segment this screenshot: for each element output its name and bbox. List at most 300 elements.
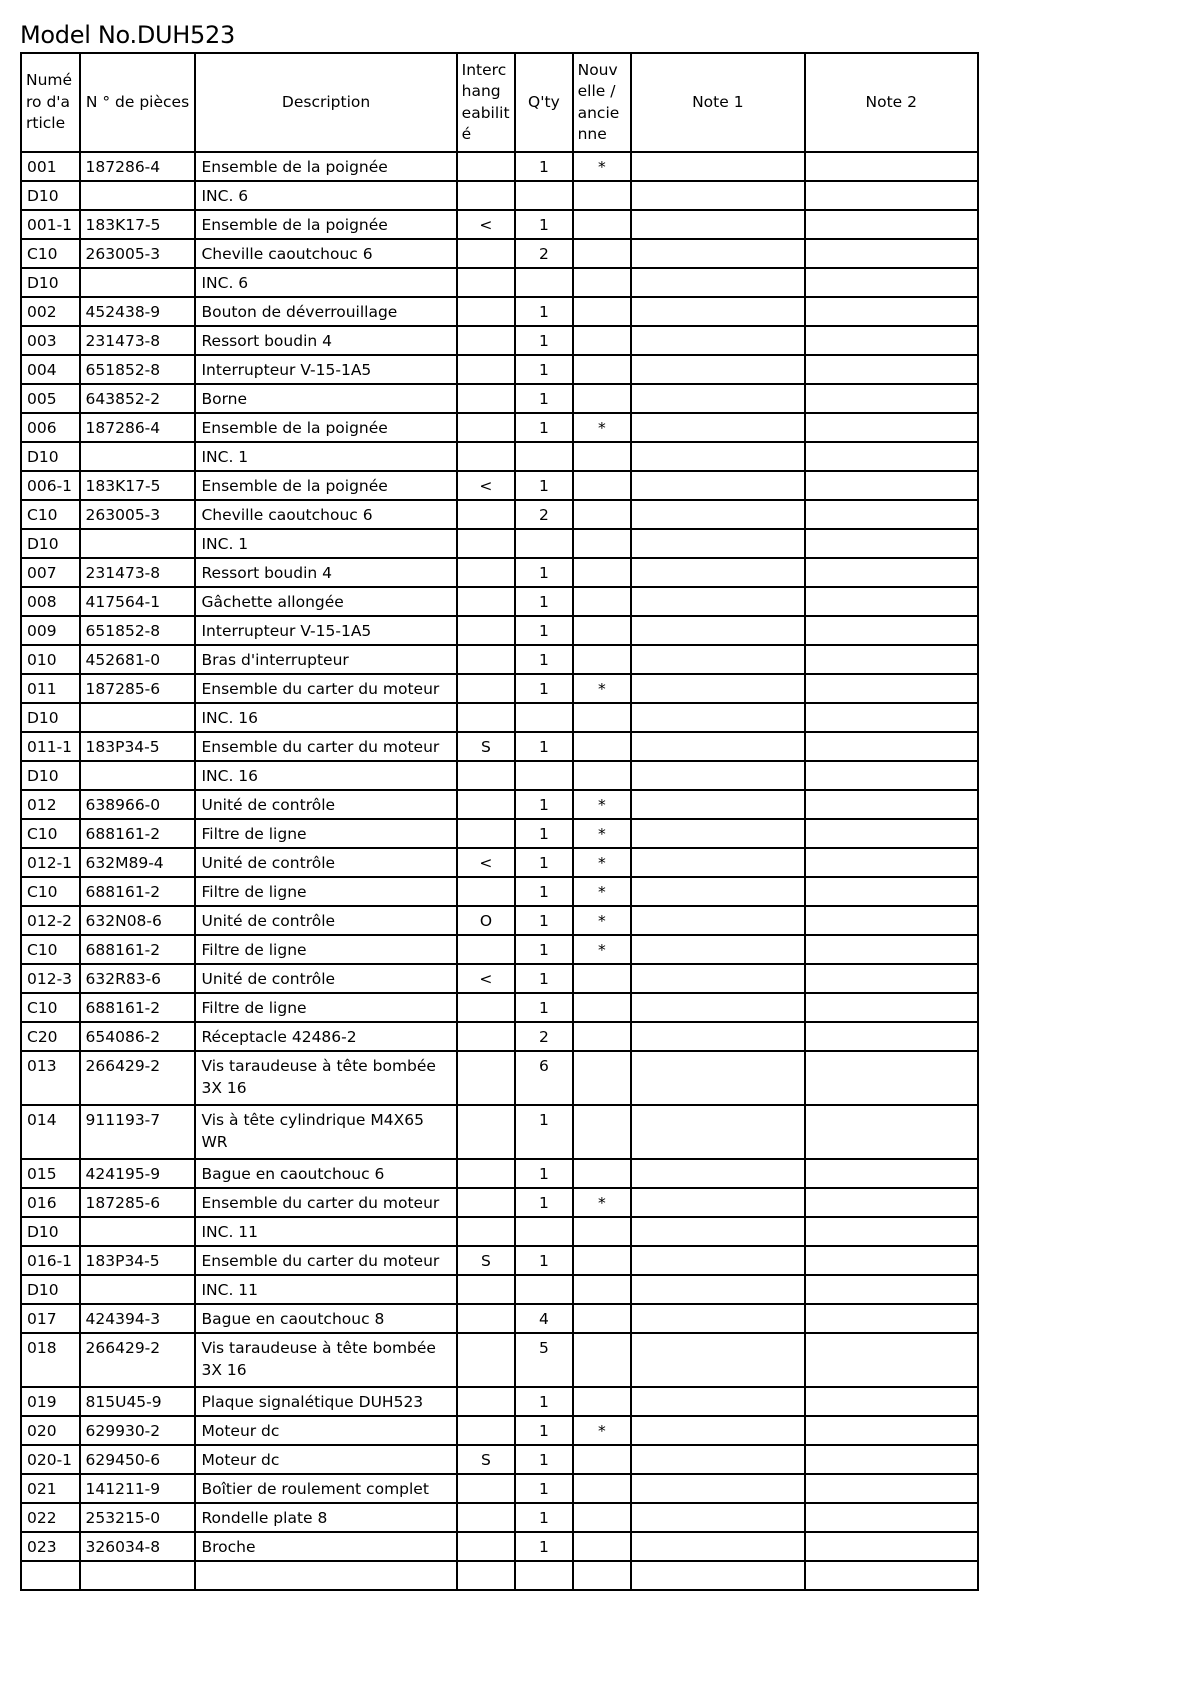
table-row [21, 384, 978, 413]
cell-part-number: 632M89-4 [80, 848, 196, 877]
cell-description: Bague en caoutchouc 8 [195, 1304, 456, 1333]
cell-description: INC. 16 [195, 703, 456, 732]
cell-note-2 [805, 964, 978, 993]
cell-note-2 [805, 819, 978, 848]
cell-note-1 [631, 703, 804, 732]
cell-quantity: 1 [515, 906, 572, 935]
cell-note-2 [805, 1474, 978, 1503]
cell-description: Bouton de déverrouillage [195, 297, 456, 326]
cell-new-old: * [573, 1416, 632, 1445]
cell-description: Plaque signalétique DUH523 [195, 1387, 456, 1416]
cell-new-old [573, 616, 632, 645]
table-row [21, 790, 978, 819]
cell-article-number: 006-1 [21, 471, 80, 500]
cell-note-2 [805, 1188, 978, 1217]
table-row [21, 1246, 978, 1275]
cell-note-2 [805, 1416, 978, 1445]
cell-note-2 [805, 558, 978, 587]
cell-interchangeability [457, 674, 516, 703]
cell-new-old: * [573, 848, 632, 877]
cell-interchangeability [457, 442, 516, 471]
cell-interchangeability [457, 587, 516, 616]
cell-note-2 [805, 1022, 978, 1051]
cell-quantity: 1 [515, 1532, 572, 1561]
cell-interchangeability [457, 297, 516, 326]
cell-new-old: * [573, 906, 632, 935]
cell-article-number: D10 [21, 181, 80, 210]
cell-description: INC. 16 [195, 761, 456, 790]
cell-part-number [80, 761, 196, 790]
table-row [21, 210, 978, 239]
cell-note-1 [631, 181, 804, 210]
cell-new-old [573, 558, 632, 587]
table-row [21, 1217, 978, 1246]
cell-article-number: 020-1 [21, 1445, 80, 1474]
cell-note-1 [631, 152, 804, 181]
cell-quantity: 1 [515, 790, 572, 819]
cell-interchangeability [457, 761, 516, 790]
cell-description: INC. 11 [195, 1217, 456, 1246]
table-row [21, 1105, 978, 1159]
cell-note-1 [631, 993, 804, 1022]
cell-part-number: 187285-6 [80, 1188, 196, 1217]
cell-interchangeability [457, 1275, 516, 1304]
cell-note-2 [805, 1217, 978, 1246]
cell-quantity: 1 [515, 645, 572, 674]
cell-article-number: 008 [21, 587, 80, 616]
cell-description: Filtre de ligne [195, 935, 456, 964]
page-title: Model No.DUH523 [20, 21, 235, 49]
table-row [21, 877, 978, 906]
cell-description: Filtre de ligne [195, 819, 456, 848]
table-row [21, 935, 978, 964]
cell-note-1 [631, 645, 804, 674]
cell-article-number: 012-2 [21, 906, 80, 935]
cell-description: Unité de contrôle [195, 790, 456, 819]
cell-interchangeability [457, 1474, 516, 1503]
cell-new-old [573, 587, 632, 616]
cell-article-number: 019 [21, 1387, 80, 1416]
cell-quantity: 2 [515, 500, 572, 529]
header-interchangeability: Interc hang eabilit é [457, 53, 516, 152]
table-row [21, 906, 978, 935]
cell-note-1 [631, 848, 804, 877]
cell-quantity [515, 761, 572, 790]
cell-part-number: 183K17-5 [80, 210, 196, 239]
cell-article-number: 004 [21, 355, 80, 384]
cell-interchangeability [457, 529, 516, 558]
cell-new-old [573, 1474, 632, 1503]
table-row [21, 1275, 978, 1304]
table-row [21, 1561, 978, 1590]
cell-quantity: 1 [515, 1474, 572, 1503]
cell-description: Vis taraudeuse à tête bombée 3X 16 [195, 1051, 456, 1105]
table-row [21, 674, 978, 703]
cell-interchangeability [457, 877, 516, 906]
cell-note-2 [805, 935, 978, 964]
cell-new-old [573, 964, 632, 993]
cell-interchangeability [457, 1503, 516, 1532]
cell-quantity: 1 [515, 1503, 572, 1532]
cell-article-number: D10 [21, 529, 80, 558]
cell-interchangeability [457, 1051, 516, 1105]
cell-new-old [573, 732, 632, 761]
cell-note-1 [631, 877, 804, 906]
table-row [21, 1333, 978, 1387]
cell-note-1 [631, 1159, 804, 1188]
cell-article-number: 023 [21, 1532, 80, 1561]
cell-description: Moteur dc [195, 1416, 456, 1445]
cell-article-number: 012-1 [21, 848, 80, 877]
cell-new-old [573, 1561, 632, 1590]
cell-interchangeability [457, 326, 516, 355]
table-row [21, 732, 978, 761]
cell-interchangeability [457, 1159, 516, 1188]
cell-interchangeability: O [457, 906, 516, 935]
cell-description: Ensemble de la poignée [195, 210, 456, 239]
cell-note-2 [805, 1532, 978, 1561]
cell-description: INC. 11 [195, 1275, 456, 1304]
cell-article-number [21, 1561, 80, 1590]
cell-interchangeability [457, 790, 516, 819]
cell-article-number: 012-3 [21, 964, 80, 993]
cell-note-1 [631, 1022, 804, 1051]
cell-note-1 [631, 964, 804, 993]
cell-quantity [515, 442, 572, 471]
cell-article-number: 016-1 [21, 1246, 80, 1275]
cell-part-number: 643852-2 [80, 384, 196, 413]
cell-interchangeability [457, 1333, 516, 1387]
cell-description: INC. 6 [195, 268, 456, 297]
cell-description: Ensemble de la poignée [195, 413, 456, 442]
header-part-number: N ° de pièces [80, 53, 196, 152]
cell-article-number: 013 [21, 1051, 80, 1105]
cell-quantity: 1 [515, 1246, 572, 1275]
cell-description: Rondelle plate 8 [195, 1503, 456, 1532]
cell-note-1 [631, 587, 804, 616]
cell-article-number: 003 [21, 326, 80, 355]
cell-article-number: 014 [21, 1105, 80, 1159]
cell-note-2 [805, 616, 978, 645]
cell-part-number: 688161-2 [80, 819, 196, 848]
cell-note-1 [631, 210, 804, 239]
cell-quantity: 1 [515, 732, 572, 761]
table-row [21, 1304, 978, 1333]
cell-note-2 [805, 210, 978, 239]
cell-note-2 [805, 848, 978, 877]
cell-quantity: 1 [515, 964, 572, 993]
cell-article-number: 005 [21, 384, 80, 413]
cell-article-number: D10 [21, 1275, 80, 1304]
cell-part-number: 141211-9 [80, 1474, 196, 1503]
header-article-number: Numé ro d'a rticle [21, 53, 80, 152]
cell-description: Bague en caoutchouc 6 [195, 1159, 456, 1188]
cell-interchangeability [457, 355, 516, 384]
cell-note-2 [805, 732, 978, 761]
cell-article-number: 017 [21, 1304, 80, 1333]
cell-new-old [573, 703, 632, 732]
header-note-2: Note 2 [805, 53, 978, 152]
cell-interchangeability [457, 1022, 516, 1051]
cell-interchangeability [457, 268, 516, 297]
cell-note-2 [805, 790, 978, 819]
cell-description: Interrupteur V-15-1A5 [195, 616, 456, 645]
cell-part-number: 632R83-6 [80, 964, 196, 993]
cell-part-number: 629930-2 [80, 1416, 196, 1445]
cell-article-number: 020 [21, 1416, 80, 1445]
cell-interchangeability [457, 152, 516, 181]
cell-article-number: 022 [21, 1503, 80, 1532]
cell-note-2 [805, 471, 978, 500]
cell-note-1 [631, 384, 804, 413]
cell-note-1 [631, 1304, 804, 1333]
cell-quantity [515, 181, 572, 210]
cell-note-2 [805, 1246, 978, 1275]
cell-article-number: C10 [21, 500, 80, 529]
table-row [21, 1416, 978, 1445]
cell-description: Interrupteur V-15-1A5 [195, 355, 456, 384]
cell-new-old: * [573, 674, 632, 703]
cell-quantity: 1 [515, 413, 572, 442]
cell-part-number: 263005-3 [80, 500, 196, 529]
cell-interchangeability [457, 384, 516, 413]
cell-part-number: 452681-0 [80, 645, 196, 674]
cell-article-number: D10 [21, 268, 80, 297]
cell-quantity: 1 [515, 877, 572, 906]
cell-new-old [573, 1022, 632, 1051]
cell-description: Réceptacle 42486-2 [195, 1022, 456, 1051]
cell-description: Ensemble du carter du moteur [195, 732, 456, 761]
cell-note-1 [631, 1275, 804, 1304]
cell-description: INC. 1 [195, 442, 456, 471]
cell-quantity: 1 [515, 674, 572, 703]
cell-part-number: 266429-2 [80, 1333, 196, 1387]
cell-quantity: 1 [515, 1445, 572, 1474]
cell-new-old [573, 1503, 632, 1532]
cell-part-number [80, 703, 196, 732]
cell-note-2 [805, 587, 978, 616]
cell-new-old [573, 442, 632, 471]
cell-article-number: 010 [21, 645, 80, 674]
cell-note-1 [631, 297, 804, 326]
cell-note-1 [631, 1188, 804, 1217]
cell-note-2 [805, 645, 978, 674]
cell-note-2 [805, 877, 978, 906]
cell-note-2 [805, 500, 978, 529]
cell-new-old [573, 471, 632, 500]
cell-new-old [573, 761, 632, 790]
table-row [21, 1022, 978, 1051]
cell-note-1 [631, 442, 804, 471]
cell-part-number: 183K17-5 [80, 471, 196, 500]
cell-description: Boîtier de roulement complet [195, 1474, 456, 1503]
cell-note-1 [631, 239, 804, 268]
cell-interchangeability [457, 645, 516, 674]
cell-article-number: 006 [21, 413, 80, 442]
cell-quantity: 1 [515, 558, 572, 587]
cell-quantity: 4 [515, 1304, 572, 1333]
cell-note-1 [631, 1217, 804, 1246]
cell-note-2 [805, 152, 978, 181]
cell-part-number: 638966-0 [80, 790, 196, 819]
cell-quantity [515, 268, 572, 297]
cell-new-old: * [573, 877, 632, 906]
cell-quantity: 1 [515, 1416, 572, 1445]
cell-article-number: 015 [21, 1159, 80, 1188]
cell-note-2 [805, 674, 978, 703]
cell-description: Ensemble du carter du moteur [195, 1188, 456, 1217]
cell-note-1 [631, 1051, 804, 1105]
cell-new-old [573, 1275, 632, 1304]
table-row [21, 297, 978, 326]
cell-description: Broche [195, 1532, 456, 1561]
cell-interchangeability [457, 1217, 516, 1246]
cell-article-number: C20 [21, 1022, 80, 1051]
cell-part-number: 688161-2 [80, 935, 196, 964]
cell-note-2 [805, 1275, 978, 1304]
cell-part-number: 632N08-6 [80, 906, 196, 935]
cell-note-1 [631, 326, 804, 355]
cell-article-number: C10 [21, 819, 80, 848]
cell-new-old [573, 355, 632, 384]
cell-note-2 [805, 1105, 978, 1159]
cell-interchangeability [457, 1532, 516, 1561]
cell-interchangeability: < [457, 848, 516, 877]
cell-article-number: 001-1 [21, 210, 80, 239]
cell-note-2 [805, 761, 978, 790]
cell-interchangeability [457, 1416, 516, 1445]
cell-article-number: 012 [21, 790, 80, 819]
cell-new-old [573, 1105, 632, 1159]
table-row [21, 239, 978, 268]
cell-description: Borne [195, 384, 456, 413]
cell-description: Moteur dc [195, 1445, 456, 1474]
table-row [21, 993, 978, 1022]
cell-interchangeability [457, 239, 516, 268]
cell-interchangeability [457, 616, 516, 645]
cell-quantity: 6 [515, 1051, 572, 1105]
cell-interchangeability [457, 703, 516, 732]
cell-quantity: 1 [515, 848, 572, 877]
header-note-1: Note 1 [631, 53, 804, 152]
cell-part-number [80, 181, 196, 210]
cell-quantity [515, 1217, 572, 1246]
cell-description [195, 1561, 456, 1590]
cell-note-1 [631, 1246, 804, 1275]
cell-quantity: 1 [515, 993, 572, 1022]
cell-article-number: 011-1 [21, 732, 80, 761]
cell-note-2 [805, 442, 978, 471]
cell-new-old [573, 1333, 632, 1387]
cell-new-old [573, 1051, 632, 1105]
table-row [21, 848, 978, 877]
cell-part-number: 651852-8 [80, 355, 196, 384]
cell-part-number: 815U45-9 [80, 1387, 196, 1416]
header-description: Description [195, 53, 456, 152]
cell-part-number: 688161-2 [80, 993, 196, 1022]
header-new-old: Nouv elle / ancie nne [573, 53, 632, 152]
cell-note-2 [805, 1051, 978, 1105]
cell-new-old [573, 500, 632, 529]
table-row [21, 355, 978, 384]
cell-note-2 [805, 529, 978, 558]
cell-note-1 [631, 529, 804, 558]
cell-quantity: 1 [515, 297, 572, 326]
cell-new-old [573, 210, 632, 239]
table-row [21, 500, 978, 529]
cell-new-old: * [573, 935, 632, 964]
cell-description: INC. 1 [195, 529, 456, 558]
cell-new-old [573, 181, 632, 210]
cell-note-2 [805, 703, 978, 732]
cell-note-1 [631, 732, 804, 761]
table-row [21, 616, 978, 645]
cell-new-old: * [573, 819, 632, 848]
cell-note-2 [805, 181, 978, 210]
cell-quantity: 1 [515, 384, 572, 413]
cell-new-old [573, 239, 632, 268]
cell-description: Unité de contrôle [195, 848, 456, 877]
cell-quantity: 1 [515, 587, 572, 616]
table-row [21, 1159, 978, 1188]
cell-description: Unité de contrôle [195, 906, 456, 935]
cell-interchangeability: S [457, 1246, 516, 1275]
cell-interchangeability [457, 1105, 516, 1159]
cell-note-2 [805, 906, 978, 935]
cell-part-number [80, 1217, 196, 1246]
cell-article-number: D10 [21, 703, 80, 732]
cell-part-number [80, 1275, 196, 1304]
cell-part-number: 183P34-5 [80, 1246, 196, 1275]
cell-part-number: 253215-0 [80, 1503, 196, 1532]
cell-part-number: 326034-8 [80, 1532, 196, 1561]
cell-interchangeability [457, 413, 516, 442]
cell-note-2 [805, 413, 978, 442]
table-row [21, 761, 978, 790]
cell-note-1 [631, 761, 804, 790]
cell-part-number: 688161-2 [80, 877, 196, 906]
cell-note-1 [631, 674, 804, 703]
cell-quantity: 1 [515, 935, 572, 964]
cell-interchangeability [457, 1387, 516, 1416]
cell-note-2 [805, 384, 978, 413]
table-row [21, 413, 978, 442]
cell-interchangeability: < [457, 471, 516, 500]
table-row [21, 471, 978, 500]
header-quantity: Q'ty [515, 53, 572, 152]
cell-article-number: C10 [21, 239, 80, 268]
table-row [21, 558, 978, 587]
cell-description: Vis taraudeuse à tête bombée 3X 16 [195, 1333, 456, 1387]
cell-description: Ensemble du carter du moteur [195, 1246, 456, 1275]
cell-note-1 [631, 1503, 804, 1532]
cell-note-1 [631, 471, 804, 500]
cell-note-2 [805, 1503, 978, 1532]
cell-article-number: 018 [21, 1333, 80, 1387]
cell-article-number: C10 [21, 993, 80, 1022]
cell-note-2 [805, 297, 978, 326]
cell-note-1 [631, 819, 804, 848]
table-header-row [21, 53, 978, 152]
cell-note-2 [805, 1387, 978, 1416]
cell-quantity: 1 [515, 326, 572, 355]
cell-interchangeability: < [457, 964, 516, 993]
cell-interchangeability [457, 181, 516, 210]
cell-note-2 [805, 1445, 978, 1474]
cell-article-number: 011 [21, 674, 80, 703]
cell-description: Ensemble de la poignée [195, 152, 456, 181]
cell-description: Filtre de ligne [195, 877, 456, 906]
